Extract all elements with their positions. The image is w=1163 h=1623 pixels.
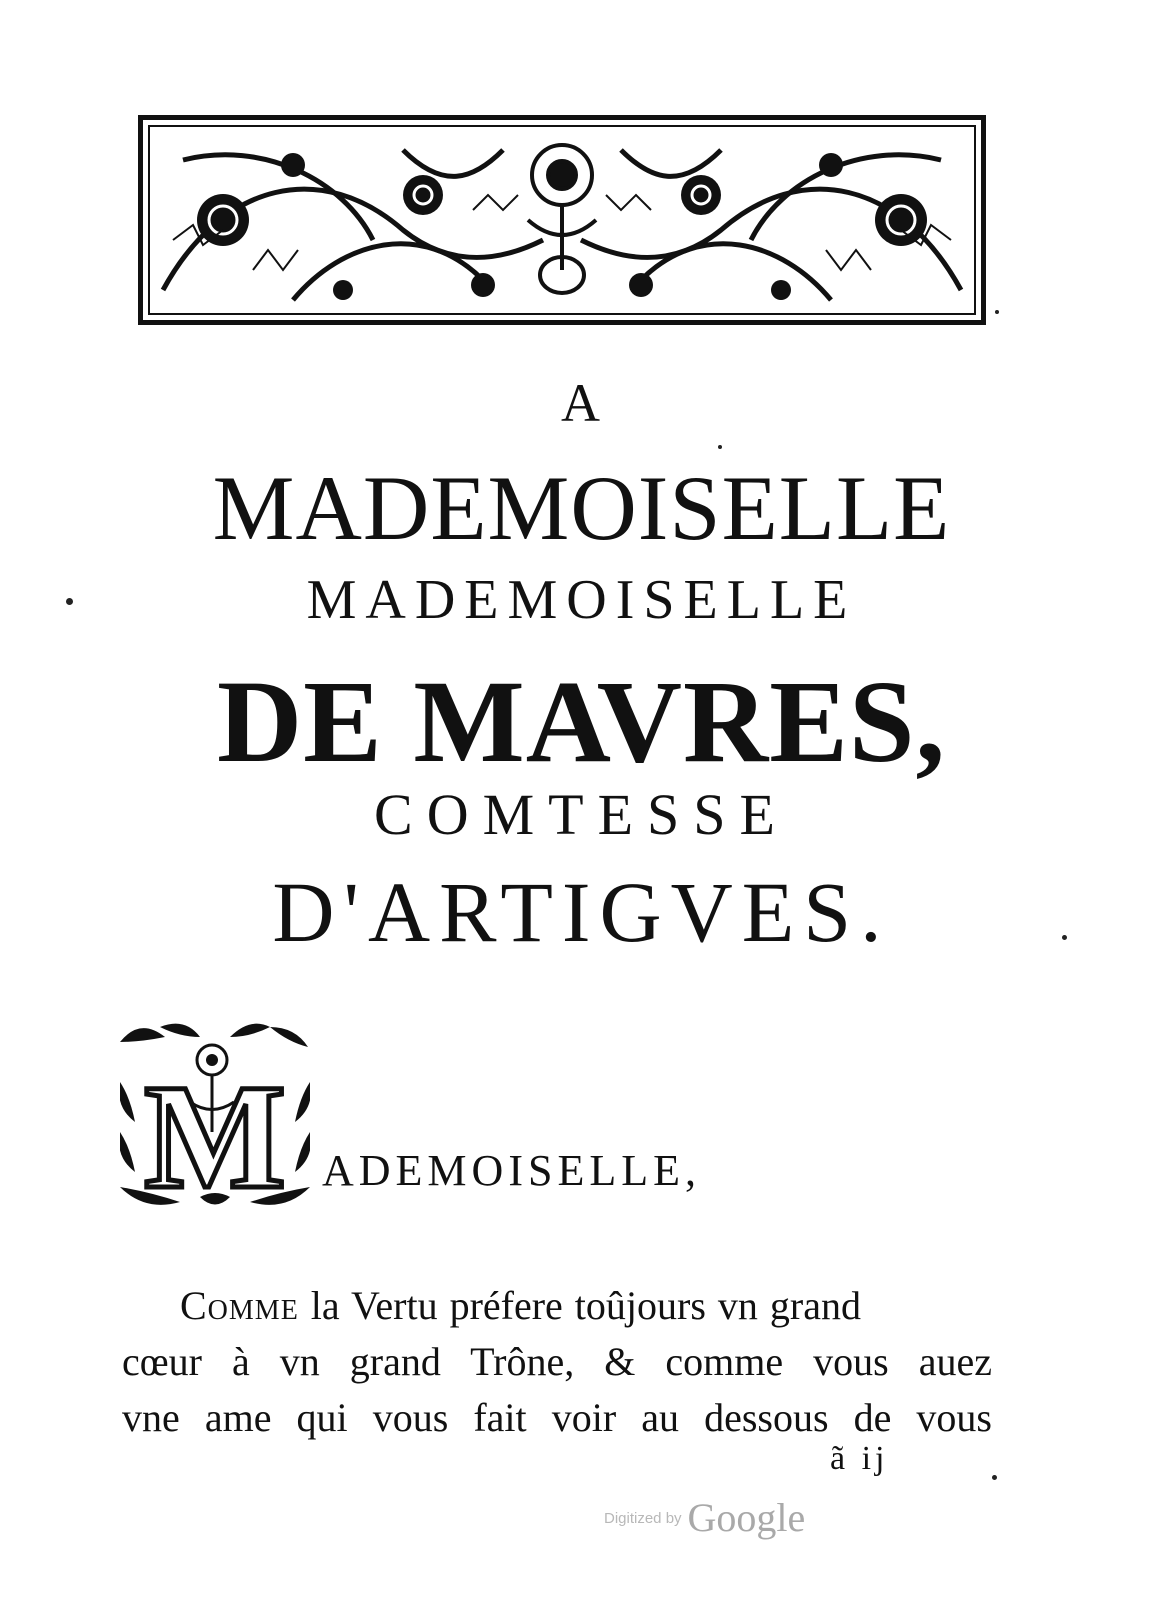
decorated-initial-icon (120, 1022, 310, 1208)
floral-ornament-icon (138, 115, 986, 325)
scan-speck (718, 445, 722, 449)
scan-speck (66, 598, 73, 605)
body-line-1-rest: la Vertu préfere toûjours vn grand (298, 1283, 861, 1328)
salutation: ADEMOISELLE, (322, 1146, 701, 1195)
title-line-comtesse: COMTESSE (374, 782, 789, 847)
title-line-dartigves: D'ARTIGVES. (272, 864, 891, 960)
initial-letter: M (144, 1054, 286, 1208)
watermark-prefix: Digitized by (604, 1510, 682, 1527)
title-line-mademoiselle-large: MADEMOISELLE (212, 457, 951, 559)
title-line-mademoiselle-small: MADEMOISELLE (306, 569, 857, 631)
body-line-3: vne ame qui vous fait voir au dessous de vous (122, 1395, 992, 1440)
watermark-brand: Google (687, 1495, 806, 1540)
body-paragraph (122, 1278, 992, 1446)
body-line-1 (122, 1278, 992, 1334)
signature-mark: ã ij (830, 1440, 889, 1477)
scan-speck (992, 1475, 997, 1480)
title-line-a: A (561, 373, 602, 433)
scan-speck (995, 310, 999, 314)
digitized-watermark (604, 1494, 805, 1541)
body-line-2: cœur à vn grand Trône, & comme vous auez (122, 1339, 992, 1384)
body-line-1-lead: Comme (180, 1283, 299, 1328)
scan-speck (1062, 935, 1067, 940)
title-line-de-mavres: DE MAVRES, (216, 656, 947, 787)
